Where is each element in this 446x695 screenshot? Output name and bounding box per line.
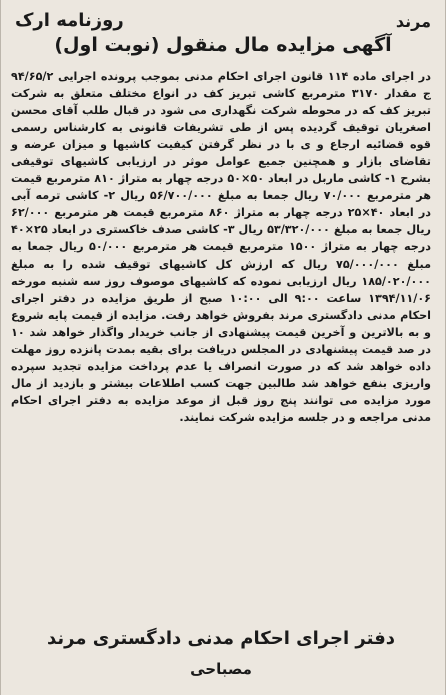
header <box>15 6 431 34</box>
issuing-office: دفتر اجرای احکام مدنی دادگستری مرند <box>47 628 395 649</box>
city-name: مرند <box>395 12 431 31</box>
notice-body <box>11 68 431 426</box>
newspaper-name: روزنامه ارک <box>15 10 124 31</box>
notice-body-text: در اجرای ماده ۱۱۴ قانون اجرای احکام مدنی بموجب پرونده اجرایی ۹۴/۶۵/۲ ج مقدار ۳۱۷۰ مترمربع کاشی تبریز کف در انواع مختلف متعلق به شرکت تبریز کف که در محوطه شرکت نگهداری می شود در قبال طلب آقای محسن اصغریان توقیف گردیده پس از طی تشریفات قانونی به کارشناس رسمی قوه قضائیه ارجاع و ی با در نظر گرفتن کیفیت کاشیها و میزان عرضه و تقاضای بازار و همچنین جمیع عوامل موثر در ارزیابی کاشیهای توقیفی بشرح ۱- کاشی ماربل در ابعاد ۵۰×۵۰ درجه چهار به متراژ ۸۱۰ مترمربع قیمت هر مترمربع ۷۰/۰۰۰ ریال جمعا به مبلغ ۵۶/۷۰۰/۰۰۰ ریال ۲- کاشی ترمه آبی در ابعاد ۴۰×۲۵ درجه چهار به متراژ ۸۶۰ مترمربع قیمت هر مترمربع ۶۲/۰۰۰ ریال جمعا به مبلغ ۵۳/۳۲۰/۰۰۰ ریال ۳- کاشی صدف خاکستری در ابعاد ۲۵×۴۰ درجه چهار به متراژ ۱۵۰۰ مترمربع قیمت هر مترمربع ۵۰/۰۰۰ ریال جمعا به مبلغ ۷۵/۰۰۰/۰۰۰ ریال که ارزش کل کاشیهای توقیف شده را به مبلغ ۱۸۵/۰۲۰/۰۰۰ ریال ارزیابی نموده که کاشیهای موصوف روز سه شنبه مورخه ۱۳۹۴/۱۱/۰۶ ساعت ۹:۰۰ الی ۱۰:۰۰ صبح از طریق مزایده در دفتر اجرای احکام مدنی دادگستری مرند بفروش خواهد رفت. مزایده از قیمت پایه شروع و به بالاترین و آخرین قیمت پیشنهادی از جانب خریدار واگذار خواهد شد ۱۰ در صد قیمت پیشنهادی در المجلس دریافت برای بقیه بمدت پانزده روز مهلت داده خواهد شد که در صورت انصراف یا عدم پرداخت مزایده تجدید سپرده واریزی بنفع خواهد شد طالبین جهت کسب اطلاعات بیشتر و بازدید از مال مورد مزایده می توانند پنج روز قبل از موعد مزایده به دفتر اجرای احکام مدنی مراجعه و در جلسه مزایده شرکت نمایند. <box>11 70 432 424</box>
notice-title: آگهی مزایده مال منقول (نوبت اول) <box>54 34 392 56</box>
signer-name: مصباحی <box>190 660 252 678</box>
